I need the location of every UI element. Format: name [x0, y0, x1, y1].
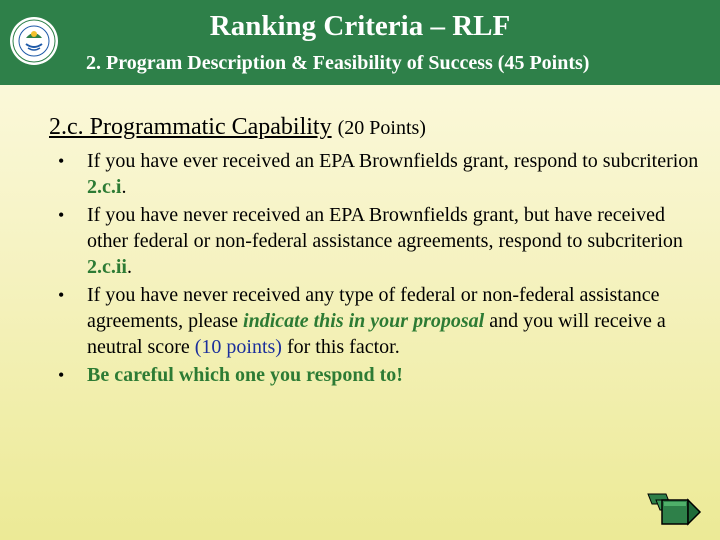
subcriterion-ref: 2.c.ii [87, 256, 127, 278]
warning-text: Be careful which one you respond to! [87, 364, 403, 386]
next-slide-icon[interactable] [644, 490, 704, 530]
section-heading [49, 113, 689, 142]
criteria-bullet-list [50, 148, 700, 390]
section-heading-text: 2.c. Programmatic Capability [49, 114, 332, 140]
slide-subtitle: 2. Program Description & Feasibility of Success (45 Points) [86, 52, 590, 74]
bullet-text-mid: and you will receive a neutral score [87, 310, 666, 358]
bullet-text: If you have never received any type of federal or non-federal assistance agreements, please [87, 284, 660, 332]
proposal-emphasis: indicate this in your proposal [243, 310, 485, 332]
bullet-item [50, 202, 700, 280]
subcriterion-ref: 2.c.i [87, 176, 122, 198]
slide-header [0, 0, 720, 85]
bullet-text-end: . [127, 256, 132, 278]
bullet-marker: • [58, 365, 65, 385]
neutral-score: (10 points) [194, 336, 282, 358]
bullet-text-end: for this factor. [281, 336, 400, 358]
bullet-text: If you have never received an EPA Brownfields grant, but have received other federal or non-federal assistance agreements, respond to subcriterion [87, 204, 683, 252]
slide-title: Ranking Criteria – RLF [209, 10, 511, 42]
bullet-item [50, 362, 700, 388]
bullet-item [50, 148, 700, 200]
bullet-item [50, 282, 700, 360]
bullet-marker: • [58, 285, 65, 305]
section-points: (20 Points) [337, 117, 426, 139]
bullet-text: If you have ever received an EPA Brownfields grant, respond to subcriterion [87, 150, 699, 172]
bullet-marker: • [58, 151, 65, 171]
bullet-marker: • [58, 205, 65, 225]
bullet-text-end: . [121, 176, 127, 198]
